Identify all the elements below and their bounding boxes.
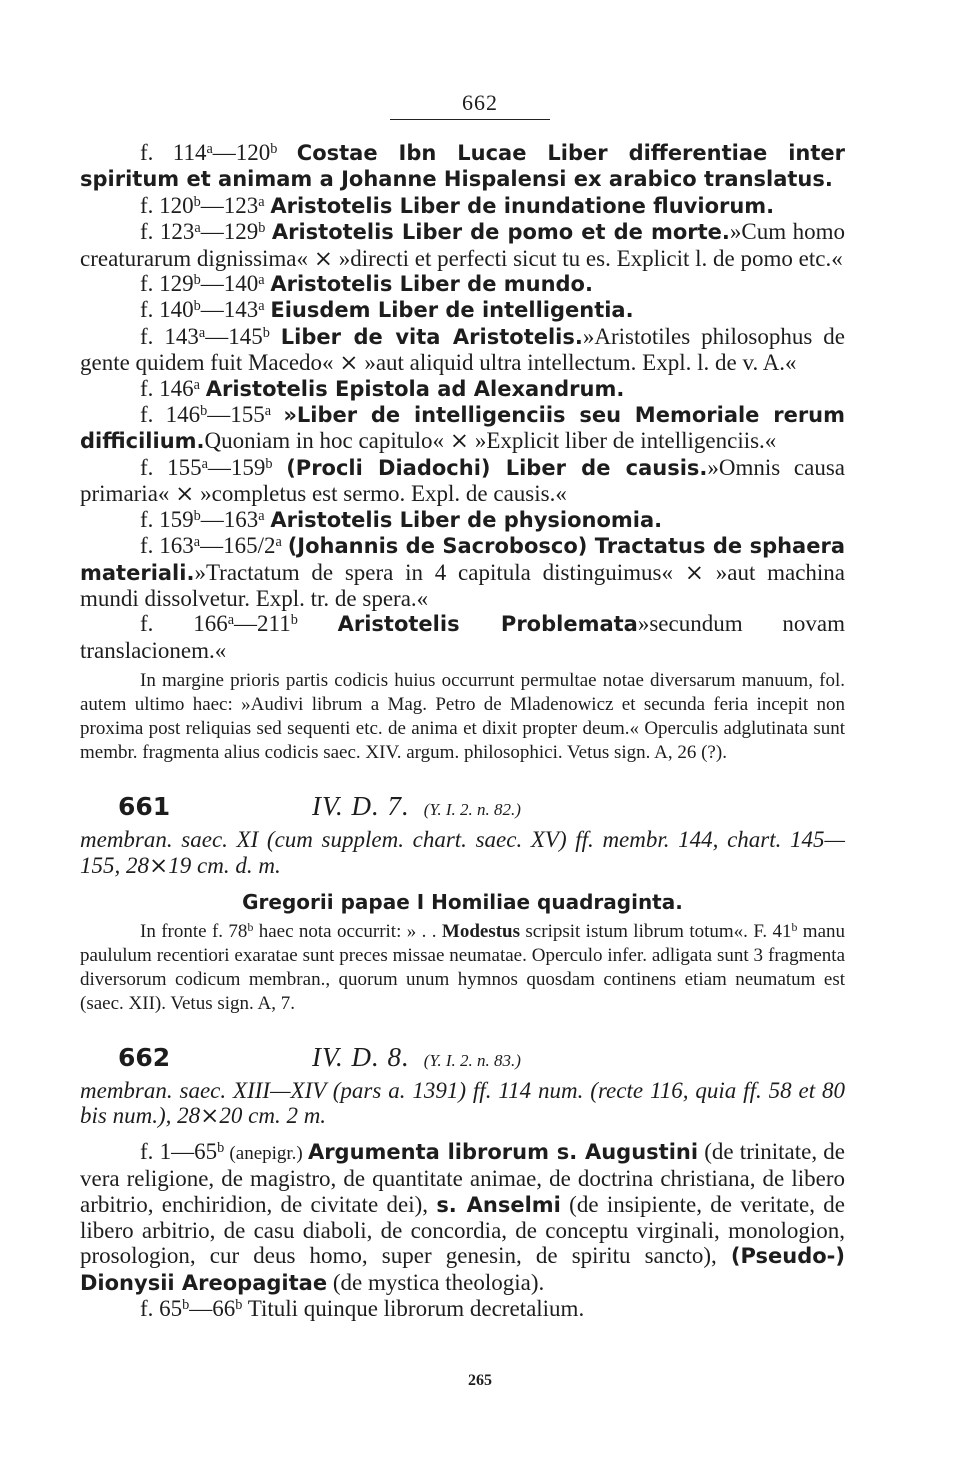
item-title: (Pseudo-) Dionysii Areopagitae <box>80 1244 845 1295</box>
item-text: (anepigr.) <box>224 1142 308 1164</box>
item-title: Costae Ibn Lucae Liber differentiae inter spiritum et animam a Johanne Hispalensi ex arabico translatus. <box>80 141 845 192</box>
item-title: Aristotelis Liber de inundatione fluviorum. <box>270 193 775 218</box>
item-text: (de trinitate, de vera religione, de magistro, de quantitate animae, de doctrina christiana, de libero arbitrio, enchiridion, de civitate dei), <box>80 1138 845 1217</box>
folio-range: f. 163 <box>140 533 194 559</box>
folio-range: —163 <box>200 506 259 532</box>
item-text: »Omnis causa primaria« ⨯ »completus est sermo. Expl. de causis.« <box>80 454 846 507</box>
item-title: Aristotelis Liber de mundo. <box>270 272 593 297</box>
note-manuscript-660 <box>80 669 845 765</box>
superscript: b <box>247 921 254 935</box>
entry-number: 662 <box>118 1042 171 1072</box>
folio-range: f. 146 <box>140 402 201 428</box>
item-title: »Liber de intelligenciis seu Memoriale rerum difficilium. <box>80 403 846 454</box>
item-title: (Johannis de Sacrobosco) Tractatus de sphaera materiali. <box>80 534 845 585</box>
item-text: »secundum novam translacionem.« <box>80 611 845 663</box>
folio-range: f. 120 <box>140 192 194 218</box>
folio-range: f. 114 <box>140 140 207 165</box>
list-item <box>80 193 845 219</box>
list-item <box>80 140 845 193</box>
list-item <box>80 219 845 271</box>
entry-number: 661 <box>118 792 171 822</box>
superscript: a <box>258 271 265 288</box>
item-text: (de insipiente, de veritate, de libero arbitrio, de casu diaboli, de concordia, de conceptu virginali, monologion, prosologion, cur deus homo, super genesin, de spiritu sancto), <box>80 1191 845 1269</box>
list-item <box>80 533 845 611</box>
folio-range: —123 <box>200 192 259 218</box>
folio-range: f. 65 <box>140 1296 183 1322</box>
shelfmark: IV. D. 8. <box>312 1041 410 1072</box>
physical-description: membran. saec. XI (cum supplem. chart. saec. XV) ff. membr. 144, chart. 145—155, 28⨯19 cm. d. m. <box>80 827 845 878</box>
note-paragraph: In margine prioris partis codicis huius occurrunt permultae notae diversarum manuum, fol. autem ultimo haec: »Audivi librum a Mag. Petro de Mladenowicz et secunda feria incepit non proxima post reliquias sed sequenti etc. de anima et dixit propter deum.« Operculis adglutinata sunt membr. fragmenta alius codicis saec. XIV. argum. philosophici. Vetus sign. A, 26 (?). <box>80 670 845 764</box>
note-text: manu paululum recentiori exaratae sunt preces missae neumatae. Operculo infer. adligata sunt 3 fragmenta diversorum codicum membran., quorum unum hymnos quosdam continens etiam neumatum est (saec. XII). Vetus sign. A, 7. <box>80 920 846 1014</box>
folio-range: —129 <box>200 219 259 245</box>
list-item <box>80 1296 845 1321</box>
superscript: b <box>193 298 201 315</box>
folio-range: f. 1—65 <box>140 1138 218 1164</box>
list-item <box>80 1139 845 1296</box>
item-text: »Cum homo creaturarum dignissima« ⨯ »directi et perfecti sicut tu es. Explicit l. de pomo etc.« <box>80 219 845 271</box>
superscript: b <box>235 1297 243 1314</box>
superscript: b <box>193 271 201 288</box>
list-item <box>80 376 845 402</box>
contents-list <box>80 1139 845 1322</box>
superscript: a <box>206 140 213 157</box>
superscript: a <box>275 533 282 550</box>
item-title: Eiusdem Liber de intelligentia. <box>270 298 634 323</box>
folio-range: —159 <box>207 454 266 480</box>
list-item <box>80 324 845 376</box>
folio-range: f. 146 <box>140 375 194 401</box>
work-title: Gregorii papae I Homiliae quadraginta. <box>242 889 683 914</box>
folio-range: f. 140 <box>140 297 194 323</box>
item-title: Liber de vita Aristotelis. <box>280 324 583 349</box>
list-item <box>80 507 845 533</box>
shelfmark: IV. D. 7. <box>312 791 410 822</box>
item-title: Aristotelis Problemata <box>337 612 638 637</box>
item-title: Aristotelis Liber de physionomia. <box>270 507 663 532</box>
folio-range: f. 129 <box>140 271 194 297</box>
superscript: b <box>290 612 298 629</box>
item-title: Aristotelis Epistola ad Alexandrum. <box>205 376 625 401</box>
superscript: a <box>258 193 265 210</box>
page-number-bottom: 265 <box>468 1372 492 1389</box>
header-rule <box>390 119 550 120</box>
item-text: Quoniam in hoc capitulo« ⨯ »Explicit liber de intelligenciis.« <box>204 428 777 454</box>
superscript: b <box>270 140 278 157</box>
folio-range: —143 <box>200 297 259 323</box>
item-title: Argumenta librorum s. Augustini <box>307 1139 699 1164</box>
item-title: s. Anselmi <box>436 1192 561 1217</box>
item-title: (Procli Diadochi) Liber de causis. <box>286 455 708 480</box>
page-content <box>80 140 845 1322</box>
list-item <box>80 402 845 455</box>
superscript: b <box>265 455 273 472</box>
entry-header <box>80 791 845 825</box>
superscript: b <box>217 1139 225 1156</box>
superscript: a <box>258 298 265 315</box>
contents-list <box>80 140 845 663</box>
superscript: a <box>258 507 265 524</box>
entry-note <box>80 920 845 1016</box>
entry-header <box>80 1042 845 1076</box>
folio-range: f. 159 <box>140 506 194 532</box>
folio-range: —120 <box>212 140 271 165</box>
superscript: a <box>194 220 201 237</box>
superscript: b <box>193 507 201 524</box>
item-text: »Tractatum de spera in 4 capitula distinguimus« ⨯ »aut machina mundi dissolvetur. Expl. tr. de spera.« <box>80 559 845 611</box>
superscript: b <box>182 1297 190 1314</box>
superscript: b <box>258 220 266 237</box>
old-signature: (Y. I. 2. n. 83.) <box>423 1050 521 1070</box>
folio-range: —165/2 <box>200 533 276 559</box>
list-item <box>80 271 845 297</box>
list-item <box>80 297 845 323</box>
note-text: haec nota occurrit: » . . <box>253 920 442 942</box>
superscript: a <box>264 402 272 419</box>
folio-range: —140 <box>200 271 259 297</box>
item-title: Aristotelis Liber de pomo et de morte. <box>271 220 730 245</box>
superscript: a <box>193 533 201 550</box>
folio-range: —155 <box>207 402 265 428</box>
entry-661 <box>80 791 845 1016</box>
folio-range: f. 166 <box>140 611 228 637</box>
item-text: (de mystica theologia). <box>327 1269 545 1295</box>
folio-range: —66 <box>189 1296 236 1322</box>
physical-description: membran. saec. XIII—XIV (pars a. 1391) ff. 114 num. (recte 116, quia ff. 58 et 80 bis num.), 28⨯20 cm. 2 m. <box>80 1077 845 1129</box>
superscript: b <box>262 324 270 341</box>
item-text: »Aristotiles philosophus de gente quidem fuit Macedo« ⨯ »aut aliquid ultra intellectum. Expl. l. de v. A.« <box>80 323 845 376</box>
folio-range: f. 143 <box>140 323 199 349</box>
superscript: b <box>193 193 201 210</box>
list-item <box>80 611 845 663</box>
item-text: Tituli quinque librorum decretalium. <box>242 1296 585 1322</box>
folio-range: f. 123 <box>140 219 195 245</box>
superscript: a <box>198 324 206 341</box>
superscript: a <box>193 376 200 393</box>
note-text: In fronte f. 78 <box>140 920 248 942</box>
folio-range: f. 155 <box>140 454 202 480</box>
superscript: a <box>201 455 208 472</box>
note-bold: Modestus <box>441 920 521 942</box>
superscript: b <box>791 921 798 935</box>
entry-662 <box>80 1042 845 1322</box>
superscript: a <box>227 612 235 629</box>
note-text: scripsit istum librum totum«. F. 41 <box>520 920 792 942</box>
page-number-top: 662 <box>462 90 498 115</box>
list-item <box>80 455 845 507</box>
folio-range: —145 <box>205 323 263 349</box>
old-signature: (Y. I. 2. n. 82.) <box>423 800 521 820</box>
superscript: b <box>200 402 208 419</box>
folio-range: —211 <box>234 611 291 637</box>
